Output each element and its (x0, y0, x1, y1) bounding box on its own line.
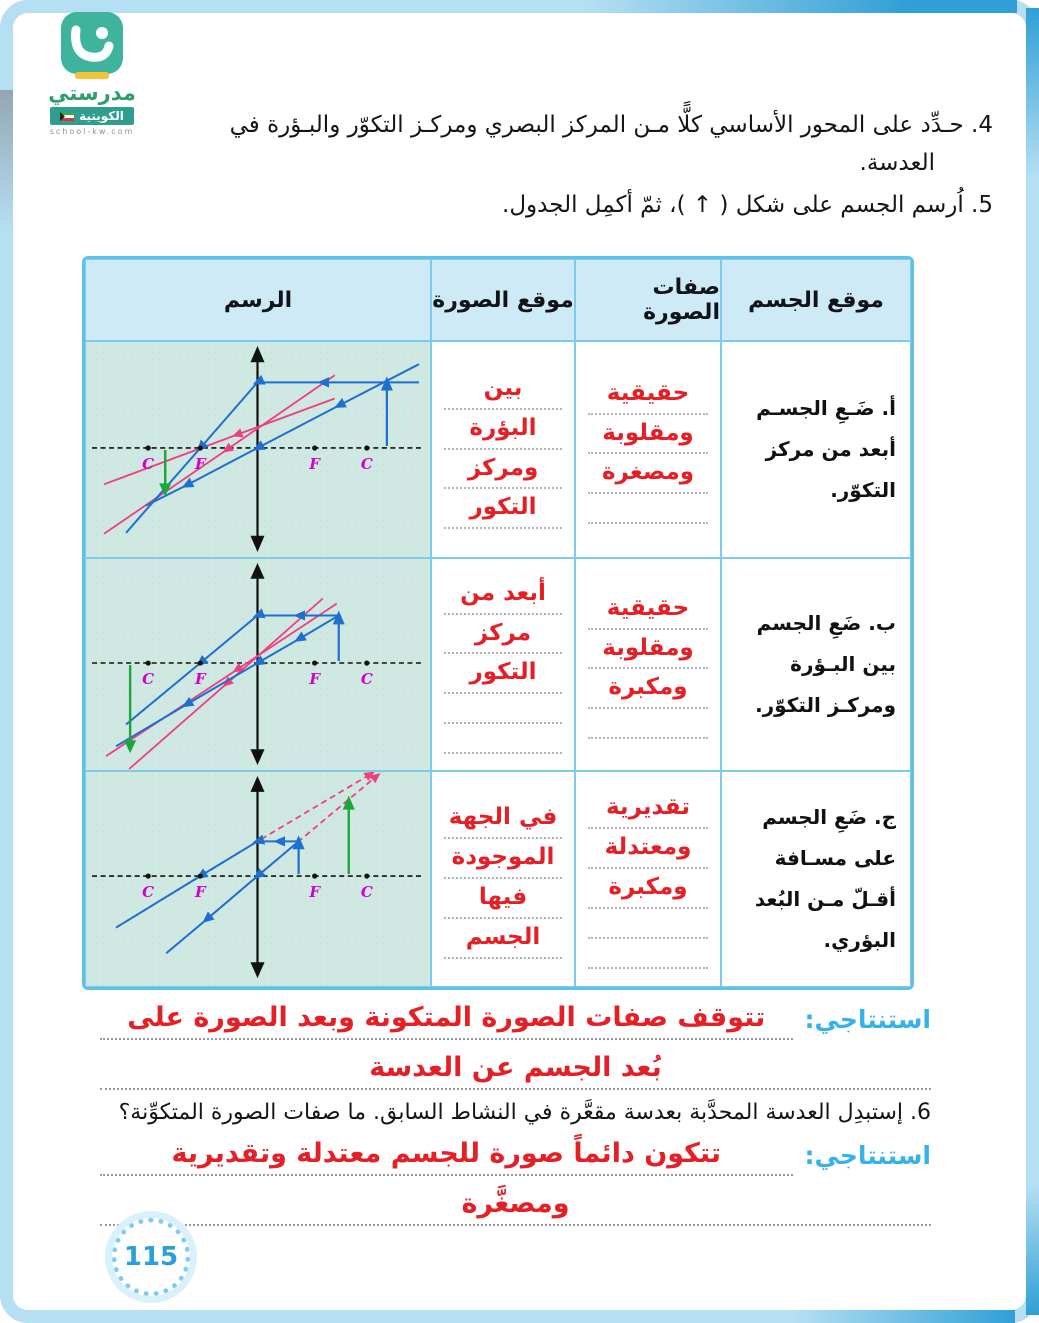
point-label-c-right: C (360, 455, 373, 474)
answer-line: التكور (444, 493, 562, 529)
kuwait-flag-icon (60, 112, 74, 121)
point-label-c-right: C (360, 882, 373, 901)
conclusion-1-answer-line-1: تتوقف صفات الصورة المتكونة وبعد الصورة على (100, 1002, 793, 1040)
answer-line: الموجودة (444, 843, 562, 879)
point-label-f-right: F (309, 455, 321, 474)
lens-image-table (82, 256, 914, 990)
frame-accent-top (587, 0, 1017, 13)
frame-accent-right-bottom (1026, 1185, 1039, 1315)
row-a-image-location (431, 341, 575, 558)
row-c-image-location (431, 771, 575, 987)
row-a-ray-diagram (85, 341, 431, 558)
frame-accent-right-top (1026, 8, 1039, 178)
answer-ruled-line (588, 913, 708, 939)
point-label-f-right: F (309, 882, 321, 901)
school-logo-icon (61, 12, 123, 74)
conclusion-1-answer-line-2: بُعد الجسم عن العدسة (100, 1052, 931, 1090)
row-b-object-location (721, 558, 911, 771)
header-image-properties: صفات الصورة (575, 259, 721, 341)
answer-line: فيها (444, 883, 562, 919)
answer-line: ومصغرة (588, 458, 708, 494)
row-c-object-location (721, 771, 911, 987)
point-label-f-right: F (309, 669, 321, 688)
answer-line: الجسم (444, 923, 562, 959)
image-arrow (343, 796, 355, 874)
logo-ribbon (50, 107, 134, 125)
ray-diagram-a (86, 342, 430, 557)
answer-line: مركز (444, 619, 562, 655)
publisher-logo (22, 12, 162, 136)
header-image-location: موقع الصورة (431, 259, 575, 341)
answer-ruled-line (588, 498, 708, 524)
answer-line: التكور (444, 658, 562, 694)
logo-site-url: school-kw.com (49, 127, 135, 136)
page-number: 115 (123, 1242, 179, 1272)
row-a-image-properties (575, 341, 721, 558)
logo-subtitle: الكويتية (79, 109, 124, 123)
conclusion-label: استنتاجي: (804, 1141, 931, 1170)
ray-diagram-b (86, 559, 430, 770)
answer-line: البؤرة (444, 414, 562, 450)
answer-line: ومقلوبة (588, 419, 708, 455)
frame-accent-left-top (0, 90, 13, 230)
answer-line: حقيقية (588, 379, 708, 415)
header-drawing: الرسم (85, 259, 431, 341)
conclusion-label: استنتاجي: (804, 1005, 931, 1034)
answer-ruled-line (444, 728, 562, 754)
header-object-location: موقع الجسم (721, 259, 911, 341)
answer-line: تقديرية (588, 793, 708, 829)
answer-line: في الجهة (444, 803, 562, 839)
answer-line: حقيقية (588, 594, 708, 630)
point-label-c-left: C (142, 669, 155, 688)
point-label-c-right: C (360, 669, 373, 688)
point-label-c-left: C (142, 882, 155, 901)
answer-line: ومكبرة (588, 673, 708, 709)
row-c-image-properties (575, 771, 721, 987)
object-arrow (381, 376, 393, 446)
pink-construction-rays (104, 375, 335, 533)
answer-line: ومركز (444, 454, 562, 490)
conclusion-1 (100, 1002, 931, 1040)
row-c-object-text: ج. ضَعِ الجسم على مسـافة أقـلّ مـن البُعد البؤري. (754, 805, 896, 952)
ray-diagram-c (86, 772, 430, 986)
question-4-line1: 4. حـدِّد على المحور الأساسي كلًّا مـن المركز البصري ومركـز التكوّر والبـؤرة في (229, 112, 993, 138)
answer-line: ومقلوبة (588, 634, 708, 670)
answer-line: بين (444, 374, 562, 410)
answer-ruled-line (588, 943, 708, 969)
intro-questions (160, 112, 993, 218)
answer-ruled-line (588, 713, 708, 739)
answer-line: ومكبرة (588, 873, 708, 909)
question-5: 5. اُرسم الجسم على شكل ( ↑ )، ثمّ أكمِل الجدول. (502, 192, 993, 218)
point-label-c-left: C (142, 455, 155, 474)
row-b-object-text: ب. ضَعِ الجسم بين البـؤرة ومركـز التكوّر. (755, 611, 896, 717)
conclusion-2 (100, 1138, 931, 1176)
logo-title: مدرستي (48, 81, 136, 105)
row-a-object-location (721, 341, 911, 558)
frame-accent-bottom (795, 1310, 1015, 1323)
answer-line: ومعتدلة (588, 833, 708, 869)
question-6: 6. إستبدِل العدسة المحدَّبة بعدسة مقعَّرة في النشاط السابق. ما صفات الصورة المتكوِّنة؟ (118, 1100, 931, 1125)
point-label-f-left: F (194, 882, 206, 901)
point-label-f-left: F (194, 455, 206, 474)
pencil-icon (75, 72, 109, 79)
row-b-image-properties (575, 558, 721, 771)
page-number-badge (112, 1218, 190, 1296)
row-b-ray-diagram (85, 558, 431, 771)
question-4-line2: العدسة. (859, 150, 935, 176)
point-label-f-left: F (194, 669, 206, 688)
row-b-image-location (431, 558, 575, 771)
conclusion-2-answer-line-1: تتكون دائماً صورة للجسم معتدلة وتقديرية (100, 1138, 793, 1176)
answer-ruled-line (444, 698, 562, 724)
row-c-ray-diagram (85, 771, 431, 987)
answer-line: أبعد من (444, 579, 562, 615)
row-a-object-text: أ. ضَـعِ الجسـم أبعد من مركز التكوّر. (756, 396, 896, 502)
conclusion-2-answer-line-2: ومصغَّرة (100, 1188, 931, 1226)
